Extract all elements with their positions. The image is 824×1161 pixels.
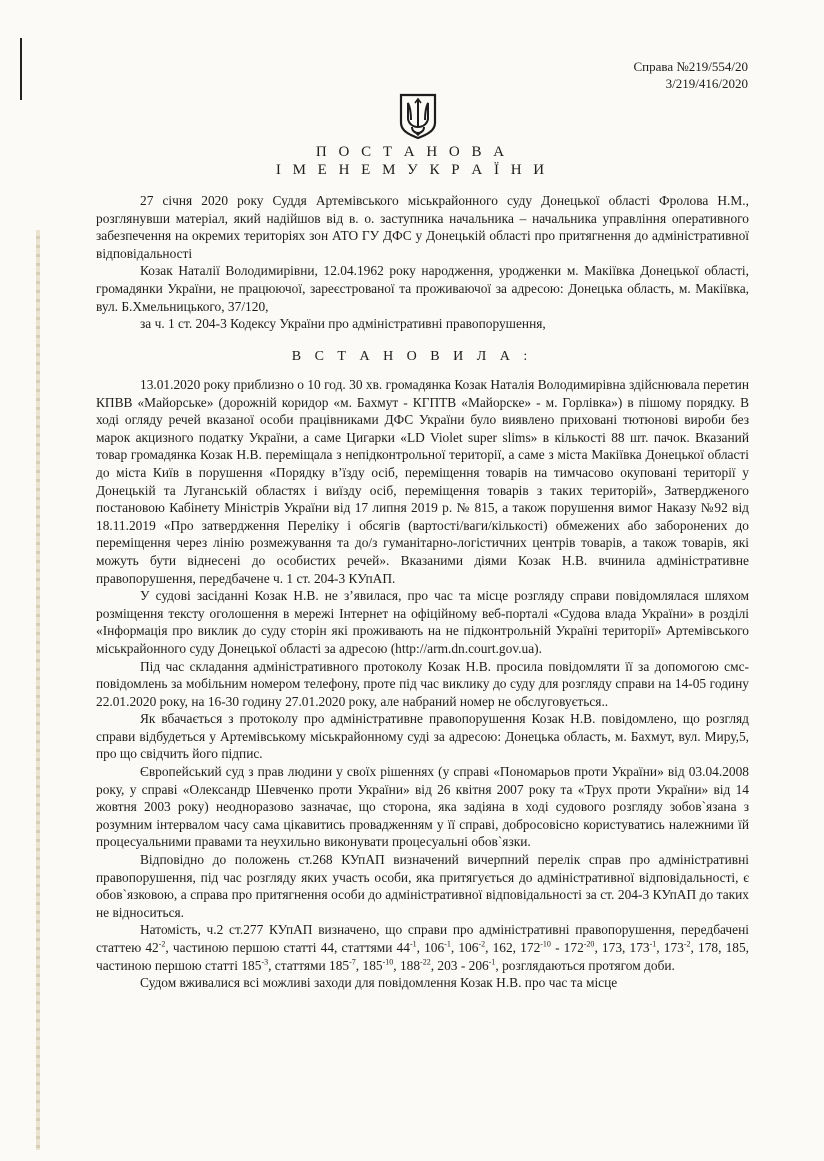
superscript: -1 <box>649 939 657 949</box>
text-run: Натомість, ч.2 ст.277 КУпАП визначено, що справи про адміністративні правопорушення, передбачені статтею 42 <box>96 922 749 955</box>
document-subtitle: І М Е Н Е М У К Р А Ї Н И <box>275 162 549 178</box>
margin-mark <box>20 38 22 100</box>
trident-emblem-icon <box>398 93 438 139</box>
text-run: , статтями 185 <box>268 957 350 973</box>
superscript: -10 <box>382 957 394 967</box>
paragraph-3: Під час складання адміністративного протоколу Козак Н.В. просила повідомляти її за допомогою смс-повідомлень за мобільним номером телефону, проте під час виклику до суду для розгляду справи на 14-05 годину 22.01.2020 року, на 16-30 годину 27.01.2020 року, але набраний номер не обслуговується.. <box>96 658 749 709</box>
case-number <box>633 58 748 92</box>
superscript: -7 <box>349 957 356 967</box>
superscript: -1 <box>444 939 451 949</box>
binding-thread <box>36 230 40 1150</box>
text-run: , 203 - 206 <box>430 957 489 973</box>
intro-block <box>96 192 749 333</box>
document-title: П О С Т А Н О В А <box>315 144 509 160</box>
text-run: , 178, 185, частиною першою статті 185 <box>96 940 750 973</box>
text-run: , 173 <box>656 940 684 955</box>
paragraph-5: Європейський суд з прав людини у своїх рішеннях (у справі «Пономарьов проти України» від 03.04.2008 року, у справі «Олександр Шевченко проти України» від 26 квітня 2007 року та «Трух проти України» від 14 жовтня 2003 року) неодноразово зазначає, що сторона, яка задіяна в ході судового розгляду зобов`язана з розумним інтервалом часу сама цікавитись провадженням у її справі, добросовісно користуватись належними їй процесуальними правами та неухильно виконувати процесуальні обов`язки. <box>96 764 749 850</box>
paragraph-7 <box>96 921 749 974</box>
case-number-line2: 3/219/416/2020 <box>665 76 748 91</box>
superscript: -2 <box>478 939 486 949</box>
text-run: - 172 <box>550 940 584 955</box>
text-run: , 188 <box>393 957 421 973</box>
paragraph-8: Судом вживалися всі можливі заходи для повідомлення Козак Н.В. про час та місце <box>140 975 618 991</box>
case-number-line1: Справа №219/554/20 <box>633 59 748 74</box>
text-run: , 185 <box>355 957 383 973</box>
text-run: , 106 <box>416 940 445 955</box>
superscript: -3 <box>261 957 269 967</box>
paragraph-6: Відповідно до положень ст.268 КУпАП визначений вичерпний перелік справ про адміністративні правопорушення, під час розгляду яких участь особи, яка притягується до адміністративної відповідальності, є обов`язковою, а справа про притягнення особи до адміністративної відповідальності за ст. 204-3 КУпАП до таких не відноситься. <box>96 852 749 920</box>
intro-paragraph-3: за ч. 1 ст. 204-3 Кодексу України про адміністративні правопорушення, <box>140 316 546 332</box>
intro-paragraph-1: 27 січня 2020 року Суддя Артемівського міськрайонного суду Донецької області Фролова Н.М., розглянувши матеріал, який надійшов від в. о. заступника начальника – начальника управління оперативного забезпечення на окремих територіях зон АТО ГУ ДФС у Донецькій області про притягнення до адміністративної відповідальності <box>96 193 749 261</box>
text-run: , розглядаються протягом доби. <box>495 957 675 973</box>
superscript: -2 <box>683 939 691 949</box>
paragraph-1: 13.01.2020 року приблизно о 10 год. 30 хв. громадянка Козак Наталія Володимирівна здійснювала перетин КПВВ «Майорське» (дорожній коридор «м. Бахмут - КГПТВ «Майорске» - м. Горлівка») в пішому порядку. В ході огляду речей вказаної особи працівниками ДФС України було виявлено приховані тютюнові вироби без марок акцизного податку України, а саме Цигарки «LD Violet super slims» в кількості 88 шт. пачок. Вказаний товар громадянка Козак Н.В. переміщала з непідконтрольної території, а саме з міста Макіївка Донецької області до міста Київ в порушення «Порядку в’їзду осіб, переміщення товарів на тимчасово окуповані території у Донецькій та Луганській областях і виїзду осіб, переміщення товарів з таких територій», Затвердженого постановою Кабінету Міністрів України від 17 липня 2019 р. № 815, а також порушення вимог Наказу №92 від 18.11.2019 «Про затвердження Переліку і обсягів (вартості/ваги/кількості) обмежених або заборонених до переміщення через лінію розмежування та до/з гуманітарно-логістичних центрів товарів, а також товарів, які можуть бути віднесені до особистих речей». Вказаними діями Козак Н.В. вчинила адміністративне правопорушення, передбачене ч. 1 ст. 204-3 КУпАП. <box>96 377 749 586</box>
superscript: -1 <box>409 939 417 949</box>
main-text <box>96 376 749 992</box>
text-run: , 173, 173 <box>594 940 650 955</box>
text-run: , частиною першою статті 44, статтями 44 <box>165 940 410 955</box>
superscript: -10 <box>540 939 551 949</box>
superscript: -20 <box>583 939 595 949</box>
section-heading: В С Т А Н О В И Л А : <box>291 349 533 364</box>
superscript: -22 <box>420 957 431 967</box>
text-run: , 106 <box>450 940 479 955</box>
paragraph-2: У судові засіданні Козак Н.В. не з’явилася, про час та місце розгляду справи повідомлялася шляхом розміщення тексту оголошення в мережі Інтернет на офіційному веб-порталі «Судова влада України» в розділі «Інформація про виклик до суду сторін які проживають на не підконтрольній Україні території» Артемівського міськрайонного суду Донецької області за адресою (http://arm.dn.court.gov.ua). <box>96 588 749 656</box>
superscript: -2 <box>158 939 166 949</box>
text-run: , 162, 172 <box>485 940 541 955</box>
intro-paragraph-2: Козак Наталії Володимирівни, 12.04.1962 року народження, уродженки м. Макіївка Донецької області, громадянки України, не працюючої, зареєстрованої та проживаючої за адресою: Донецька область, м. Макіївка, вул. Б.Хмельницького, 37/120, <box>96 263 749 314</box>
superscript: -1 <box>488 957 496 967</box>
paragraph-4: Як вбачається з протоколу про адміністративне правопорушення Козак Н.В. повідомлено, що розгляд справи відбудеться у Артемівському міськрайонному суді за адресою: Донецька область, м. Бахмут, вул. Миру,5, про що свідчить його підпис. <box>96 711 749 762</box>
